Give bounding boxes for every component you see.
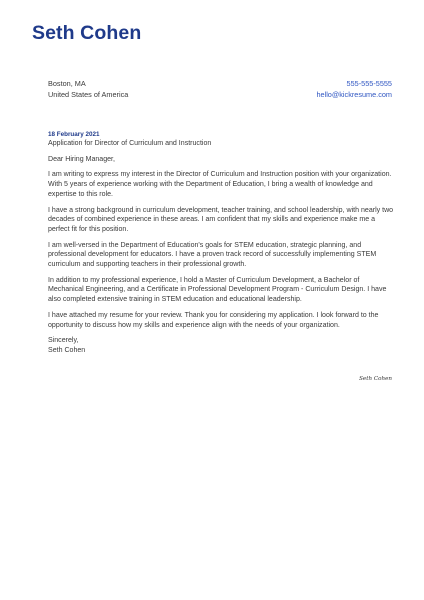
closing-name: Seth Cohen (48, 346, 86, 354)
letter-subject: Application for Director of Curriculum and Instruction (48, 140, 212, 147)
sender-country: United States of America (48, 89, 129, 99)
letter-body (48, 130, 396, 356)
signature: Seth Cohen (359, 376, 392, 382)
sender-address (48, 79, 128, 100)
letter-paragraph: I have a strong background in curriculum development, teacher training, and school leadership, with nearly two decades of combined experience in these areas. I am confident that my skills and experience make me a perfect fit for this position. (48, 206, 394, 233)
letter-paragraph: I have attached my resume for your review. Thank you for considering my application. I look forward to the opportunity to discuss how my skills and experience align with the needs of your organization. (48, 311, 379, 329)
letter-closing (48, 336, 396, 355)
applicant-name: Seth Cohen (32, 22, 142, 44)
sender-city: Boston, MA (48, 79, 86, 88)
sender-contact (316, 79, 392, 100)
sender-email[interactable]: hello@kickresume.com (316, 89, 392, 99)
letter-paragraph: I am writing to express my interest in the Director of Curriculum and Instruction position with your organization. With 5 years of experience working with the Department of Education, I bring a wealth of knowledge and expertise to this role. (48, 171, 392, 198)
letter-date: 18 February 2021 (48, 131, 100, 138)
letter-paragraph: In addition to my professional experience, I hold a Master of Curriculum Development, a Bachelor of Mechanical Engineering, and a Certificate in Professional Development Program - Curriculum Design. I have also completed extensive training in STEM education and educational leadership. (48, 276, 387, 304)
sender-phone[interactable]: 555-555-5555 (346, 79, 392, 88)
letter-greeting: Dear Hiring Manager, (48, 155, 115, 163)
closing-salutation: Sincerely, (48, 337, 79, 345)
letter-paragraph: I am well-versed in the Department of Education's goals for STEM education, strategic planning, and professional development for educators. I have a proven track record of successfully implementing STEM curriculum and supporting teachers in their professional growth. (48, 241, 377, 269)
